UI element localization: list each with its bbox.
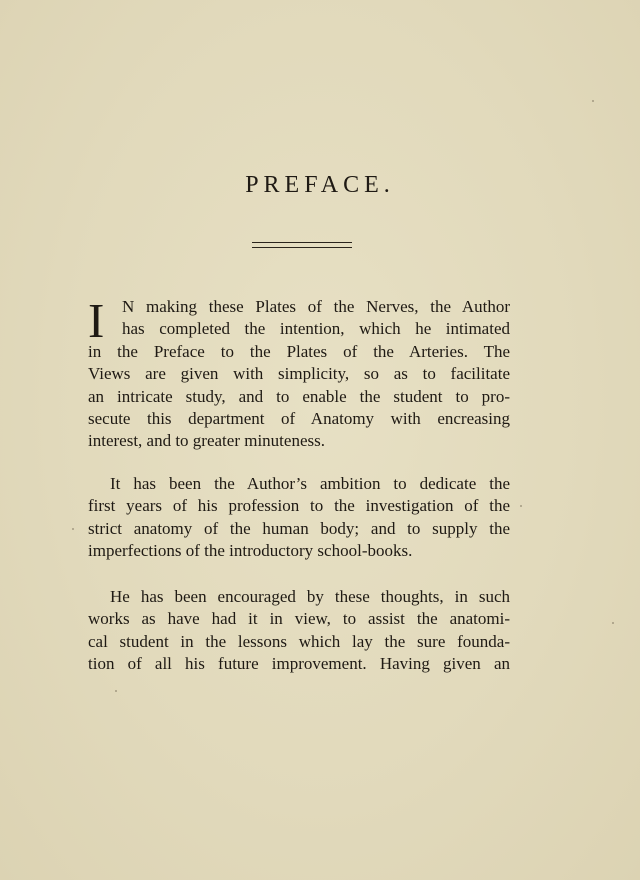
text-line: Views are given with simplicity, so as to facilitate — [88, 364, 510, 384]
paragraph-1 — [88, 293, 510, 453]
page-title: PREFACE. — [245, 172, 395, 198]
paper-speck — [520, 505, 522, 507]
paper-speck — [115, 690, 117, 692]
paragraph-3 — [88, 586, 510, 676]
paragraph-2 — [88, 473, 510, 563]
paper-speck — [612, 622, 614, 624]
text-line: He has been encouraged by these thoughts, in such — [110, 587, 510, 606]
text-line: N making these Plates of the Nerves, the Author — [122, 297, 510, 316]
text-line: cal student in the lessons which lay the sure founda- — [88, 631, 510, 651]
paper-speck — [72, 528, 74, 530]
text-line: secute this department of Anatomy with encreasing — [88, 408, 510, 428]
text-line: an intricate study, and to enable the student to pro- — [88, 386, 510, 406]
text-line: first years of his profession to the investigation of the — [88, 496, 510, 516]
drop-cap: I — [88, 293, 105, 348]
text-line: works as have had it in view, to assist the anatomi- — [88, 609, 510, 629]
paper-speck — [592, 100, 594, 102]
text-line: in the Preface to the Plates of the Arteries. The — [88, 341, 510, 361]
text-line: imperfections of the introductory school-books. — [88, 541, 413, 561]
text-line: has completed the intention, which he intimated — [122, 319, 510, 339]
text-line: It has been the Author’s ambition to dedicate the — [110, 474, 510, 493]
text-line: tion of all his future improvement. Having given an — [88, 654, 510, 674]
double-rule-divider — [252, 242, 352, 248]
text-line: strict anatomy of the human body; and to supply the — [88, 518, 510, 538]
text-line: interest, and to greater minuteness. — [88, 431, 325, 451]
